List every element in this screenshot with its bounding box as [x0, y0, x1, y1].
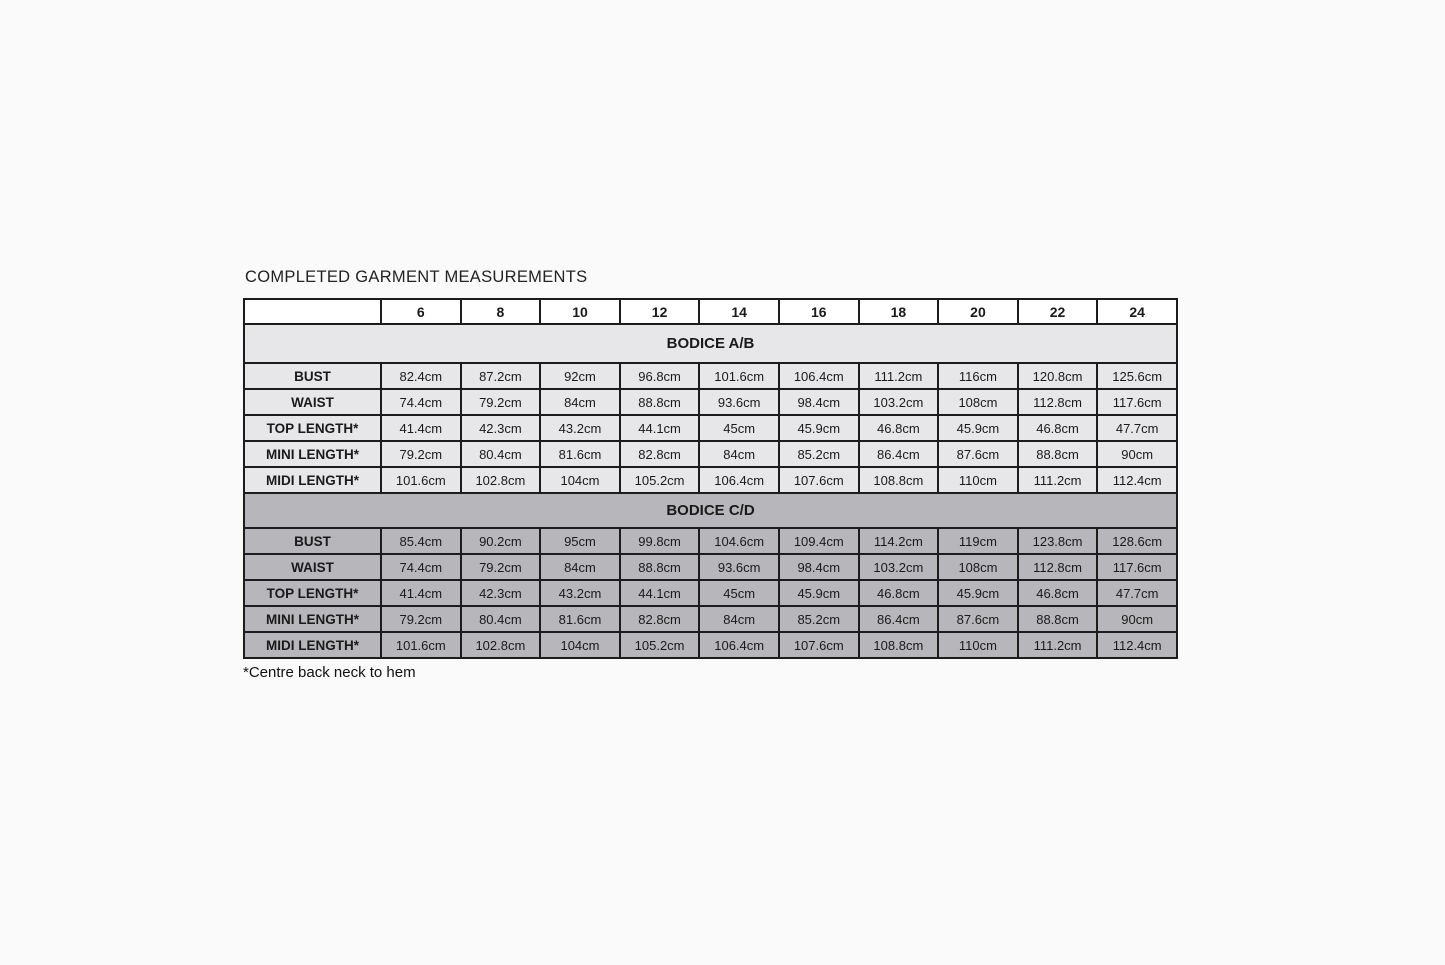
measurement-value: 42.3cm: [461, 580, 541, 606]
measurement-value: 87.6cm: [938, 606, 1018, 632]
measurement-value: 45.9cm: [779, 580, 859, 606]
measurement-value: 111.2cm: [859, 363, 939, 389]
measurement-value: 84cm: [540, 389, 620, 415]
measurement-value: 103.2cm: [859, 389, 939, 415]
table-row: [244, 415, 1177, 441]
measurement-value: 46.8cm: [1018, 415, 1098, 441]
measurement-value: 103.2cm: [859, 554, 939, 580]
measurement-sheet: [243, 267, 1178, 682]
measurement-value: 96.8cm: [620, 363, 700, 389]
section-header: BODICE C/D: [244, 493, 1177, 528]
measurement-value: 90.2cm: [461, 528, 541, 554]
measurement-value: 108cm: [938, 389, 1018, 415]
section-header-row: [244, 493, 1177, 528]
measurement-value: 110cm: [938, 632, 1018, 658]
row-label: MIDI LENGTH*: [244, 467, 381, 493]
measurement-value: 47.7cm: [1097, 415, 1177, 441]
measurement-value: 88.8cm: [620, 389, 700, 415]
measurement-value: 93.6cm: [699, 389, 779, 415]
measurement-value: 102.8cm: [461, 467, 541, 493]
measurement-value: 117.6cm: [1097, 554, 1177, 580]
measurement-value: 44.1cm: [620, 415, 700, 441]
measurement-value: 45.9cm: [938, 580, 1018, 606]
measurement-value: 84cm: [699, 441, 779, 467]
measurement-value: 108.8cm: [859, 467, 939, 493]
measurement-value: 43.2cm: [540, 580, 620, 606]
table-row: [244, 389, 1177, 415]
size-header-cell: 20: [938, 299, 1018, 324]
measurement-value: 101.6cm: [699, 363, 779, 389]
table-row: [244, 606, 1177, 632]
size-header-cell: 22: [1018, 299, 1098, 324]
size-header-cell: 16: [779, 299, 859, 324]
measurement-value: 104cm: [540, 467, 620, 493]
table-row: [244, 632, 1177, 658]
measurement-value: 101.6cm: [381, 632, 461, 658]
measurement-value: 88.8cm: [1018, 441, 1098, 467]
section-header-row: [244, 324, 1177, 363]
measurement-value: 79.2cm: [381, 441, 461, 467]
measurement-value: 80.4cm: [461, 606, 541, 632]
table-row: [244, 580, 1177, 606]
measurement-value: 114.2cm: [859, 528, 939, 554]
measurement-value: 112.4cm: [1097, 467, 1177, 493]
size-header-cell: 6: [381, 299, 461, 324]
measurement-value: 86.4cm: [859, 606, 939, 632]
measurement-value: 88.8cm: [620, 554, 700, 580]
measurement-value: 82.8cm: [620, 606, 700, 632]
measurement-value: 125.6cm: [1097, 363, 1177, 389]
measurement-value: 92cm: [540, 363, 620, 389]
measurement-value: 81.6cm: [540, 441, 620, 467]
row-label: MINI LENGTH*: [244, 606, 381, 632]
measurement-value: 47.7cm: [1097, 580, 1177, 606]
measurement-value: 85.4cm: [381, 528, 461, 554]
measurement-value: 102.8cm: [461, 632, 541, 658]
size-header-cell: 8: [461, 299, 541, 324]
size-header-cell: 10: [540, 299, 620, 324]
measurement-value: 111.2cm: [1018, 467, 1098, 493]
table-row: [244, 467, 1177, 493]
table-footnote: *Centre back neck to hem: [243, 664, 416, 681]
measurement-value: 82.8cm: [620, 441, 700, 467]
measurement-value: 116cm: [938, 363, 1018, 389]
size-header-cell: 12: [620, 299, 700, 324]
measurement-value: 46.8cm: [859, 415, 939, 441]
measurements-table: [243, 298, 1178, 659]
measurement-value: 112.8cm: [1018, 389, 1098, 415]
measurement-value: 88.8cm: [1018, 606, 1098, 632]
corner-cell: [244, 299, 381, 324]
measurement-value: 87.6cm: [938, 441, 1018, 467]
measurement-value: 108.8cm: [859, 632, 939, 658]
measurement-value: 41.4cm: [381, 580, 461, 606]
measurement-value: 46.8cm: [1018, 580, 1098, 606]
measurement-value: 46.8cm: [859, 580, 939, 606]
measurement-value: 106.4cm: [699, 467, 779, 493]
row-label: BUST: [244, 528, 381, 554]
measurement-value: 111.2cm: [1018, 632, 1098, 658]
measurement-value: 112.4cm: [1097, 632, 1177, 658]
measurement-value: 93.6cm: [699, 554, 779, 580]
measurement-value: 42.3cm: [461, 415, 541, 441]
measurement-value: 79.2cm: [461, 389, 541, 415]
measurement-value: 45cm: [699, 415, 779, 441]
measurement-value: 120.8cm: [1018, 363, 1098, 389]
row-label: TOP LENGTH*: [244, 415, 381, 441]
measurement-value: 108cm: [938, 554, 1018, 580]
table-row: [244, 441, 1177, 467]
measurement-value: 106.4cm: [779, 363, 859, 389]
measurement-value: 45cm: [699, 580, 779, 606]
measurement-value: 105.2cm: [620, 632, 700, 658]
measurement-value: 74.4cm: [381, 389, 461, 415]
measurement-value: 106.4cm: [699, 632, 779, 658]
measurement-value: 95cm: [540, 528, 620, 554]
size-header-cell: 24: [1097, 299, 1177, 324]
measurement-value: 41.4cm: [381, 415, 461, 441]
measurement-value: 128.6cm: [1097, 528, 1177, 554]
measurement-value: 107.6cm: [779, 467, 859, 493]
measurement-value: 110cm: [938, 467, 1018, 493]
measurement-value: 45.9cm: [779, 415, 859, 441]
measurement-value: 98.4cm: [779, 389, 859, 415]
row-label: WAIST: [244, 554, 381, 580]
measurement-value: 109.4cm: [779, 528, 859, 554]
measurement-value: 123.8cm: [1018, 528, 1098, 554]
measurement-value: 107.6cm: [779, 632, 859, 658]
measurement-value: 45.9cm: [938, 415, 1018, 441]
size-header-row: [244, 299, 1177, 324]
measurement-value: 90cm: [1097, 606, 1177, 632]
measurement-value: 80.4cm: [461, 441, 541, 467]
measurement-value: 43.2cm: [540, 415, 620, 441]
measurement-value: 112.8cm: [1018, 554, 1098, 580]
size-header-cell: 18: [859, 299, 939, 324]
section-header: BODICE A/B: [244, 324, 1177, 363]
measurement-value: 87.2cm: [461, 363, 541, 389]
measurement-value: 79.2cm: [461, 554, 541, 580]
table-row: [244, 554, 1177, 580]
row-label: TOP LENGTH*: [244, 580, 381, 606]
measurement-value: 84cm: [699, 606, 779, 632]
row-label: BUST: [244, 363, 381, 389]
page-title: COMPLETED GARMENT MEASUREMENTS: [245, 268, 588, 286]
measurement-value: 105.2cm: [620, 467, 700, 493]
measurement-value: 90cm: [1097, 441, 1177, 467]
measurement-value: 101.6cm: [381, 467, 461, 493]
table-row: [244, 528, 1177, 554]
row-label: WAIST: [244, 389, 381, 415]
measurement-value: 98.4cm: [779, 554, 859, 580]
row-label: MINI LENGTH*: [244, 441, 381, 467]
measurement-value: 82.4cm: [381, 363, 461, 389]
measurement-value: 85.2cm: [779, 441, 859, 467]
measurement-value: 84cm: [540, 554, 620, 580]
measurement-value: 104cm: [540, 632, 620, 658]
measurement-value: 104.6cm: [699, 528, 779, 554]
measurement-value: 99.8cm: [620, 528, 700, 554]
measurement-value: 79.2cm: [381, 606, 461, 632]
row-label: MIDI LENGTH*: [244, 632, 381, 658]
measurement-value: 117.6cm: [1097, 389, 1177, 415]
size-header-cell: 14: [699, 299, 779, 324]
measurement-value: 119cm: [938, 528, 1018, 554]
measurement-value: 74.4cm: [381, 554, 461, 580]
measurement-value: 85.2cm: [779, 606, 859, 632]
measurement-value: 81.6cm: [540, 606, 620, 632]
measurement-value: 44.1cm: [620, 580, 700, 606]
table-row: [244, 363, 1177, 389]
measurement-value: 86.4cm: [859, 441, 939, 467]
